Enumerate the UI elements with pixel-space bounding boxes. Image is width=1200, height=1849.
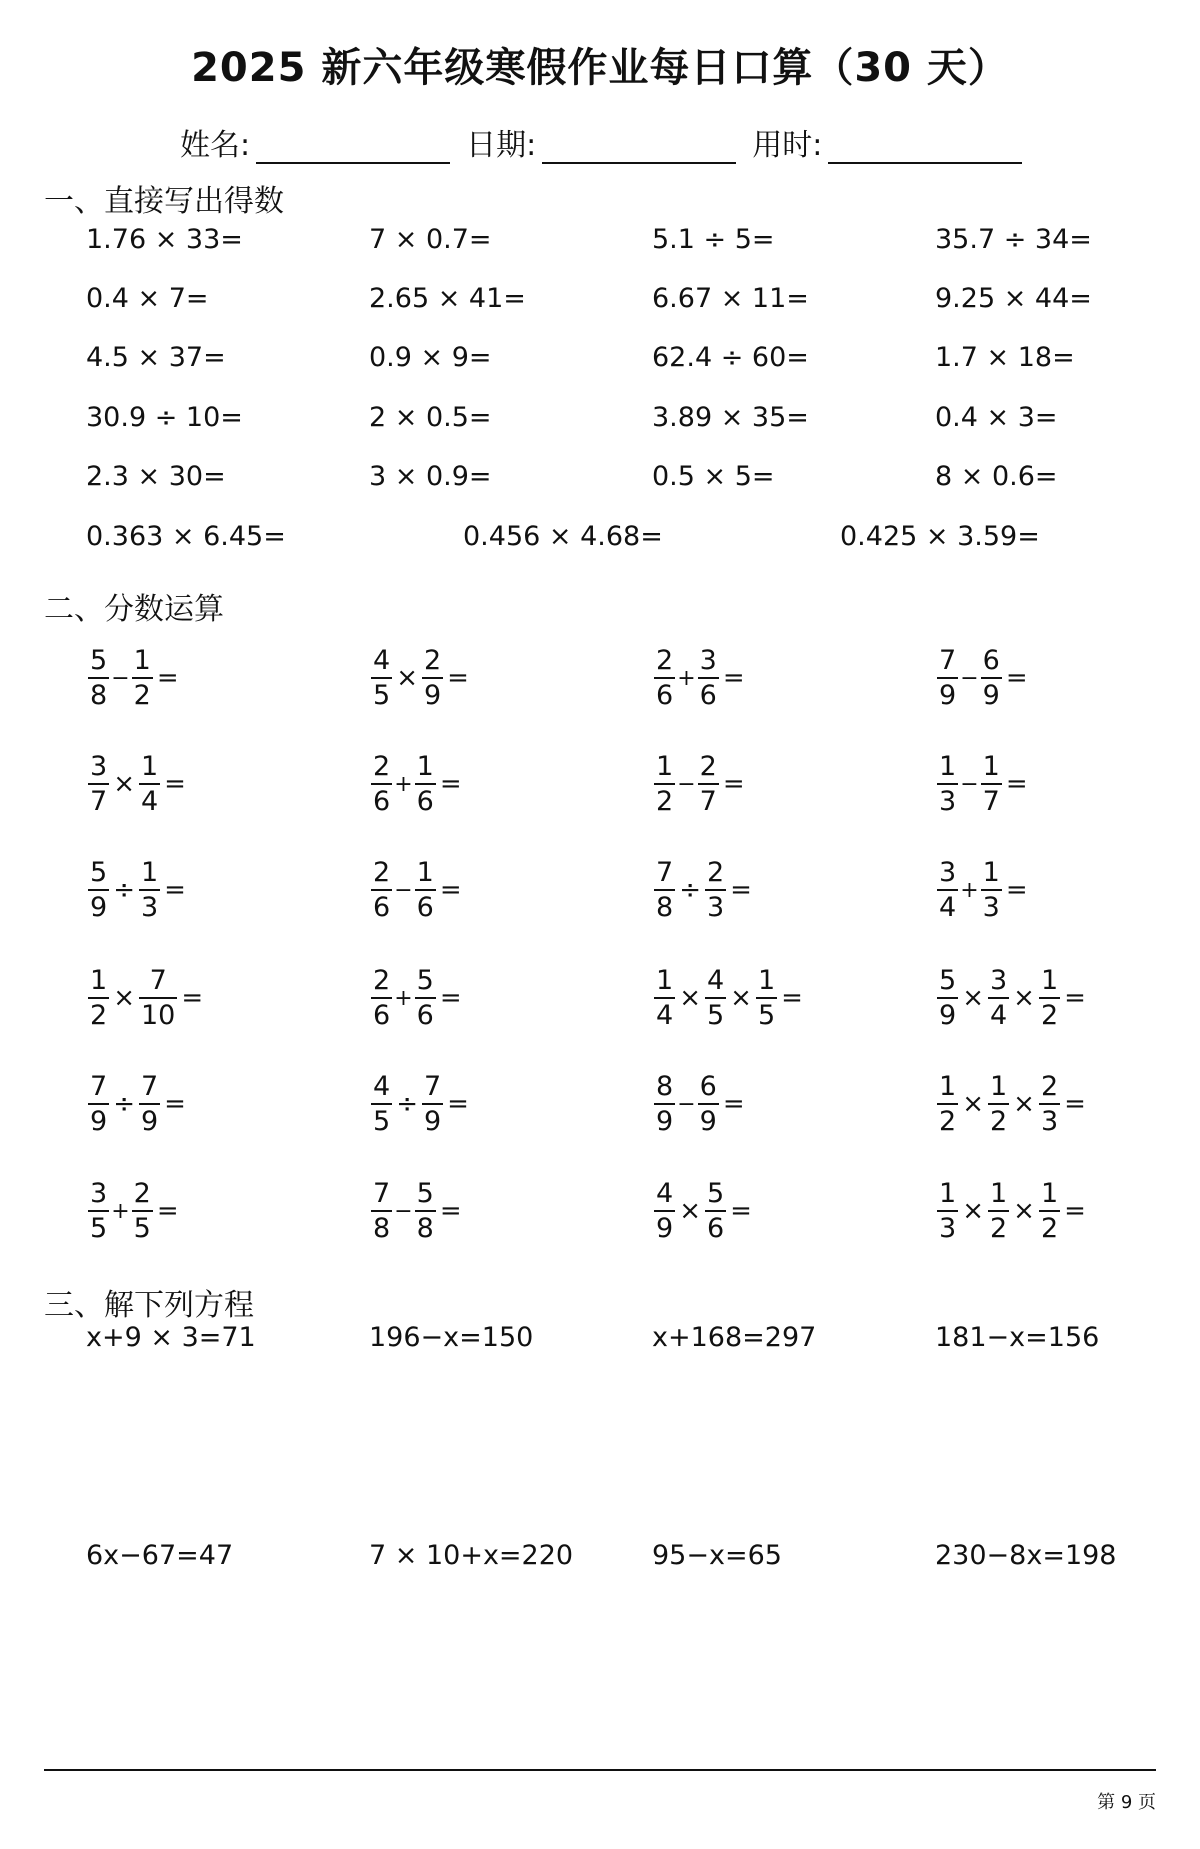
fraction <box>654 753 675 815</box>
denominator: 8 <box>656 892 674 923</box>
fraction-problem <box>86 1070 188 1138</box>
mental-problem: 0.425 × 3.59= <box>840 521 1040 552</box>
denominator: 2 <box>1040 1213 1059 1244</box>
operator-symbol: ÷ <box>113 1089 135 1119</box>
denominator: 9 <box>656 1106 674 1137</box>
equals-sign: = <box>447 1089 469 1119</box>
time-field <box>752 120 1028 164</box>
section-title-equations: 三、解下列方程 <box>44 1288 254 1323</box>
equation-problem: 7 × 10+x=220 <box>369 1540 574 1571</box>
operator-symbol: − <box>677 1091 696 1117</box>
operator-symbol: × <box>1013 1089 1035 1119</box>
operator-symbol: − <box>111 665 130 691</box>
mental-problem: 0.4 × 7= <box>86 283 209 314</box>
equals-sign: = <box>164 769 186 799</box>
denominator: 9 <box>939 1000 957 1031</box>
equation-problem: 230−8x=198 <box>935 1540 1117 1571</box>
fraction <box>88 1073 109 1135</box>
fraction <box>371 967 392 1029</box>
numerator: 2 <box>656 645 674 676</box>
numerator: 2 <box>373 965 391 996</box>
numerator: 1 <box>982 857 1000 888</box>
fraction-problem <box>86 964 205 1032</box>
numerator: 2 <box>423 645 442 676</box>
operator-symbol: × <box>679 1196 701 1226</box>
numerator: 2 <box>706 857 725 888</box>
denominator: 5 <box>757 1000 776 1031</box>
denominator: 9 <box>656 1213 674 1244</box>
mental-problem: 8 × 0.6= <box>935 461 1058 492</box>
mental-problem: 6.67 × 11= <box>652 283 809 314</box>
denominator: 8 <box>373 1213 391 1244</box>
fraction-problem <box>86 856 188 924</box>
numerator: 1 <box>982 751 1000 782</box>
fraction <box>654 1073 675 1135</box>
operator-symbol: − <box>677 771 696 797</box>
fraction-problem <box>935 856 1030 924</box>
numerator: 5 <box>706 1178 725 1209</box>
denominator: 5 <box>373 1106 391 1137</box>
numerator: 7 <box>373 1178 391 1209</box>
fraction <box>654 967 675 1029</box>
mental-problem: 2.65 × 41= <box>369 283 526 314</box>
equals-sign: = <box>164 875 186 905</box>
equals-sign: = <box>722 769 745 799</box>
fraction-problem <box>86 1177 181 1245</box>
equals-sign: = <box>1064 1089 1086 1119</box>
denominator: 9 <box>140 1106 159 1137</box>
fraction-problem <box>369 750 464 818</box>
date-label: 日期: <box>466 128 537 163</box>
fraction-problem <box>935 750 1030 818</box>
fraction <box>139 967 177 1029</box>
fraction <box>88 859 109 921</box>
denominator: 6 <box>416 1000 434 1031</box>
numerator: 7 <box>656 857 674 888</box>
numerator: 4 <box>373 645 391 676</box>
mental-problem: 30.9 ÷ 10= <box>86 402 243 433</box>
denominator: 7 <box>982 786 1000 817</box>
fraction <box>654 859 675 921</box>
fraction <box>371 647 392 709</box>
fraction <box>705 1180 726 1242</box>
denominator: 2 <box>939 1106 957 1137</box>
section-title-fractions: 二、分数运算 <box>44 592 224 627</box>
fraction <box>937 1180 958 1242</box>
time-label: 用时: <box>752 128 823 163</box>
page-number: 第 9 页 <box>1097 1792 1156 1813</box>
numerator: 5 <box>416 1178 434 1209</box>
mental-problem: 3 × 0.9= <box>369 461 492 492</box>
fraction <box>698 647 719 709</box>
equals-sign: = <box>781 983 803 1013</box>
operator-symbol: + <box>677 665 696 691</box>
operator-symbol: × <box>1013 983 1035 1013</box>
mental-problem: 0.456 × 4.68= <box>463 521 663 552</box>
numerator: 5 <box>939 965 957 996</box>
numerator: 2 <box>373 751 391 782</box>
date-field <box>466 120 742 164</box>
name-label: 姓名: <box>180 128 251 163</box>
denominator: 4 <box>989 1000 1008 1031</box>
mental-problem: 1.76 × 33= <box>86 224 243 255</box>
fraction <box>988 967 1009 1029</box>
operator-symbol: × <box>730 983 752 1013</box>
denominator: 2 <box>90 1000 108 1031</box>
equals-sign: = <box>730 1196 752 1226</box>
denominator: 3 <box>939 786 957 817</box>
time-blank[interactable] <box>828 132 1022 164</box>
denominator: 9 <box>423 680 442 711</box>
mental-problem: 7 × 0.7= <box>369 224 492 255</box>
mental-problem: 1.7 × 18= <box>935 342 1075 373</box>
equation-problem: x+168=297 <box>652 1322 817 1353</box>
numerator: 1 <box>939 1178 957 1209</box>
numerator: 1 <box>140 857 159 888</box>
numerator: 4 <box>656 1178 674 1209</box>
fraction <box>988 1180 1009 1242</box>
fraction <box>88 753 109 815</box>
fraction <box>139 859 160 921</box>
denominator: 6 <box>416 786 434 817</box>
denominator: 9 <box>423 1106 442 1137</box>
mental-problem: 2 × 0.5= <box>369 402 492 433</box>
numerator: 1 <box>416 751 434 782</box>
equation-problem: 95−x=65 <box>652 1540 782 1571</box>
operator-symbol: + <box>111 1198 130 1224</box>
numerator: 1 <box>989 1178 1008 1209</box>
denominator: 3 <box>982 892 1000 923</box>
mental-problem: 2.3 × 30= <box>86 461 226 492</box>
equals-sign: = <box>722 1089 745 1119</box>
fraction <box>422 647 443 709</box>
numerator: 7 <box>140 1071 159 1102</box>
operator-symbol: × <box>396 663 418 693</box>
numerator: 4 <box>706 965 725 996</box>
equals-sign: = <box>164 1089 186 1119</box>
equation-problem: 6x−67=47 <box>86 1540 234 1571</box>
fraction <box>371 859 392 921</box>
operator-symbol: + <box>394 985 413 1011</box>
operator-symbol: − <box>960 771 979 797</box>
denominator: 6 <box>373 786 391 817</box>
numerator: 7 <box>90 1071 108 1102</box>
fraction <box>981 647 1002 709</box>
fraction <box>132 1180 153 1242</box>
mental-problem: 0.4 × 3= <box>935 402 1058 433</box>
numerator: 1 <box>416 857 434 888</box>
fraction-problem <box>935 1070 1088 1138</box>
denominator: 5 <box>133 1213 151 1244</box>
fraction-problem <box>652 1070 747 1138</box>
numerator: 3 <box>989 965 1008 996</box>
operator-symbol: × <box>1013 1196 1035 1226</box>
numerator: 2 <box>699 751 717 782</box>
denominator: 2 <box>989 1106 1008 1137</box>
equals-sign: = <box>156 1196 179 1226</box>
fraction-problem <box>652 1177 754 1245</box>
numerator: 3 <box>90 751 108 782</box>
fraction-problem <box>86 750 188 818</box>
fraction <box>705 967 726 1029</box>
name-blank[interactable] <box>256 132 450 164</box>
fraction <box>371 1073 392 1135</box>
fraction <box>415 1180 436 1242</box>
fraction-problem <box>369 1070 471 1138</box>
fraction <box>937 859 958 921</box>
footer-divider <box>44 1769 1156 1771</box>
equals-sign: = <box>447 663 469 693</box>
denominator: 9 <box>939 680 957 711</box>
fraction <box>88 967 109 1029</box>
denominator: 9 <box>982 680 1000 711</box>
fraction <box>371 753 392 815</box>
fraction-problem <box>86 644 181 712</box>
fraction <box>1039 1180 1060 1242</box>
denominator: 2 <box>133 680 151 711</box>
mental-problem: 3.89 × 35= <box>652 402 809 433</box>
denominator: 6 <box>416 892 434 923</box>
fraction <box>698 1073 719 1135</box>
operator-symbol: × <box>679 983 701 1013</box>
fraction-problem <box>652 856 754 924</box>
equals-sign: = <box>156 663 179 693</box>
fraction-problem <box>369 1177 464 1245</box>
numerator: 3 <box>699 645 717 676</box>
equals-sign: = <box>1005 663 1028 693</box>
denominator: 6 <box>656 680 674 711</box>
denominator: 5 <box>706 1000 725 1031</box>
numerator: 7 <box>939 645 957 676</box>
denominator: 2 <box>989 1213 1008 1244</box>
mental-problem: 62.4 ÷ 60= <box>652 342 809 373</box>
numerator: 1 <box>989 1071 1008 1102</box>
fraction-problem <box>935 1177 1088 1245</box>
denominator: 5 <box>90 1213 108 1244</box>
operator-symbol: × <box>962 983 984 1013</box>
numerator: 3 <box>939 857 957 888</box>
denominator: 4 <box>656 1000 674 1031</box>
denominator: 5 <box>373 680 391 711</box>
page-title: 2025 新六年级寒假作业每日口算（30 天） <box>191 45 1009 91</box>
equals-sign: = <box>1005 769 1028 799</box>
denominator: 3 <box>939 1213 957 1244</box>
denominator: 9 <box>90 892 108 923</box>
fraction <box>88 647 109 709</box>
operator-symbol: × <box>113 769 135 799</box>
denominator: 6 <box>706 1213 725 1244</box>
denominator: 4 <box>939 892 957 923</box>
denominator: 8 <box>416 1213 434 1244</box>
section-title-mental: 一、直接写出得数 <box>44 184 284 219</box>
fraction <box>981 859 1002 921</box>
operator-symbol: + <box>960 877 979 903</box>
numerator: 1 <box>1040 965 1059 996</box>
numerator: 6 <box>982 645 1000 676</box>
equals-sign: = <box>439 769 462 799</box>
fraction-problem <box>369 644 471 712</box>
operator-symbol: × <box>113 983 135 1013</box>
numerator: 1 <box>1040 1178 1059 1209</box>
numerator: 4 <box>373 1071 391 1102</box>
name-field <box>180 120 456 164</box>
numerator: 1 <box>133 645 151 676</box>
operator-symbol: ÷ <box>679 875 701 905</box>
numerator: 8 <box>656 1071 674 1102</box>
numerator: 5 <box>416 965 434 996</box>
fraction-problem <box>935 644 1030 712</box>
denominator: 7 <box>90 786 108 817</box>
numerator: 7 <box>423 1071 442 1102</box>
numerator: 5 <box>90 857 108 888</box>
numerator: 1 <box>656 965 674 996</box>
equals-sign: = <box>439 983 462 1013</box>
numerator: 2 <box>133 1178 151 1209</box>
equation-problem: x+9 × 3=71 <box>86 1322 256 1353</box>
fraction <box>132 647 153 709</box>
fraction <box>371 1180 392 1242</box>
fraction-problem <box>369 856 464 924</box>
equals-sign: = <box>1064 1196 1086 1226</box>
denominator: 4 <box>140 786 159 817</box>
fraction <box>422 1073 443 1135</box>
denominator: 6 <box>699 680 717 711</box>
operator-symbol: + <box>394 771 413 797</box>
denominator: 8 <box>90 680 108 711</box>
fraction <box>654 1180 675 1242</box>
operator-symbol: ÷ <box>113 875 135 905</box>
fraction <box>698 753 719 815</box>
equation-problem: 181−x=156 <box>935 1322 1100 1353</box>
denominator: 7 <box>699 786 717 817</box>
date-blank[interactable] <box>542 132 736 164</box>
fraction <box>88 1180 109 1242</box>
fraction <box>415 753 436 815</box>
denominator: 6 <box>373 892 391 923</box>
equals-sign: = <box>439 1196 462 1226</box>
mental-problem: 35.7 ÷ 34= <box>935 224 1092 255</box>
fraction <box>981 753 1002 815</box>
denominator: 2 <box>1040 1000 1059 1031</box>
denominator: 6 <box>373 1000 391 1031</box>
denominator: 3 <box>140 892 159 923</box>
fraction <box>705 859 726 921</box>
fraction <box>1039 1073 1060 1135</box>
mental-problem: 9.25 × 44= <box>935 283 1092 314</box>
mental-problem: 0.5 × 5= <box>652 461 775 492</box>
operator-symbol: − <box>394 877 413 903</box>
mental-problem: 4.5 × 37= <box>86 342 226 373</box>
info-line <box>180 124 1038 164</box>
fraction <box>937 1073 958 1135</box>
operator-symbol: ÷ <box>396 1089 418 1119</box>
fraction <box>139 1073 160 1135</box>
fraction <box>937 647 958 709</box>
numerator: 3 <box>90 1178 108 1209</box>
operator-symbol: − <box>960 665 979 691</box>
equals-sign: = <box>1005 875 1028 905</box>
fraction-problem <box>652 750 747 818</box>
numerator: 1 <box>656 751 674 782</box>
mental-problem: 0.9 × 9= <box>369 342 492 373</box>
fraction <box>937 967 958 1029</box>
operator-symbol: − <box>394 1198 413 1224</box>
equation-problem: 196−x=150 <box>369 1322 534 1353</box>
fraction <box>654 647 675 709</box>
equals-sign: = <box>1064 983 1086 1013</box>
numerator: 5 <box>90 645 108 676</box>
fraction <box>937 753 958 815</box>
denominator: 3 <box>1040 1106 1059 1137</box>
numerator: 1 <box>140 751 159 782</box>
fraction <box>988 1073 1009 1135</box>
equals-sign: = <box>181 983 204 1013</box>
fraction <box>415 967 436 1029</box>
fraction-problem <box>369 964 464 1032</box>
equals-sign: = <box>439 875 462 905</box>
denominator: 10 <box>140 1000 176 1031</box>
numerator: 1 <box>939 751 957 782</box>
denominator: 9 <box>699 1106 717 1137</box>
numerator: 1 <box>939 1071 957 1102</box>
fraction <box>415 859 436 921</box>
fraction-problem <box>652 644 747 712</box>
numerator: 2 <box>373 857 391 888</box>
numerator: 2 <box>1040 1071 1059 1102</box>
fraction-problem <box>935 964 1088 1032</box>
fraction-problem <box>652 964 805 1032</box>
operator-symbol: × <box>962 1089 984 1119</box>
denominator: 2 <box>656 786 674 817</box>
denominator: 3 <box>706 892 725 923</box>
fraction <box>756 967 777 1029</box>
operator-symbol: × <box>962 1196 984 1226</box>
mental-problem: 5.1 ÷ 5= <box>652 224 775 255</box>
denominator: 9 <box>90 1106 108 1137</box>
numerator: 1 <box>757 965 776 996</box>
numerator: 1 <box>90 965 108 996</box>
numerator: 7 <box>149 965 167 996</box>
equals-sign: = <box>722 663 745 693</box>
fraction <box>139 753 160 815</box>
equals-sign: = <box>730 875 752 905</box>
mental-problem: 0.363 × 6.45= <box>86 521 286 552</box>
fraction <box>1039 967 1060 1029</box>
numerator: 6 <box>699 1071 717 1102</box>
